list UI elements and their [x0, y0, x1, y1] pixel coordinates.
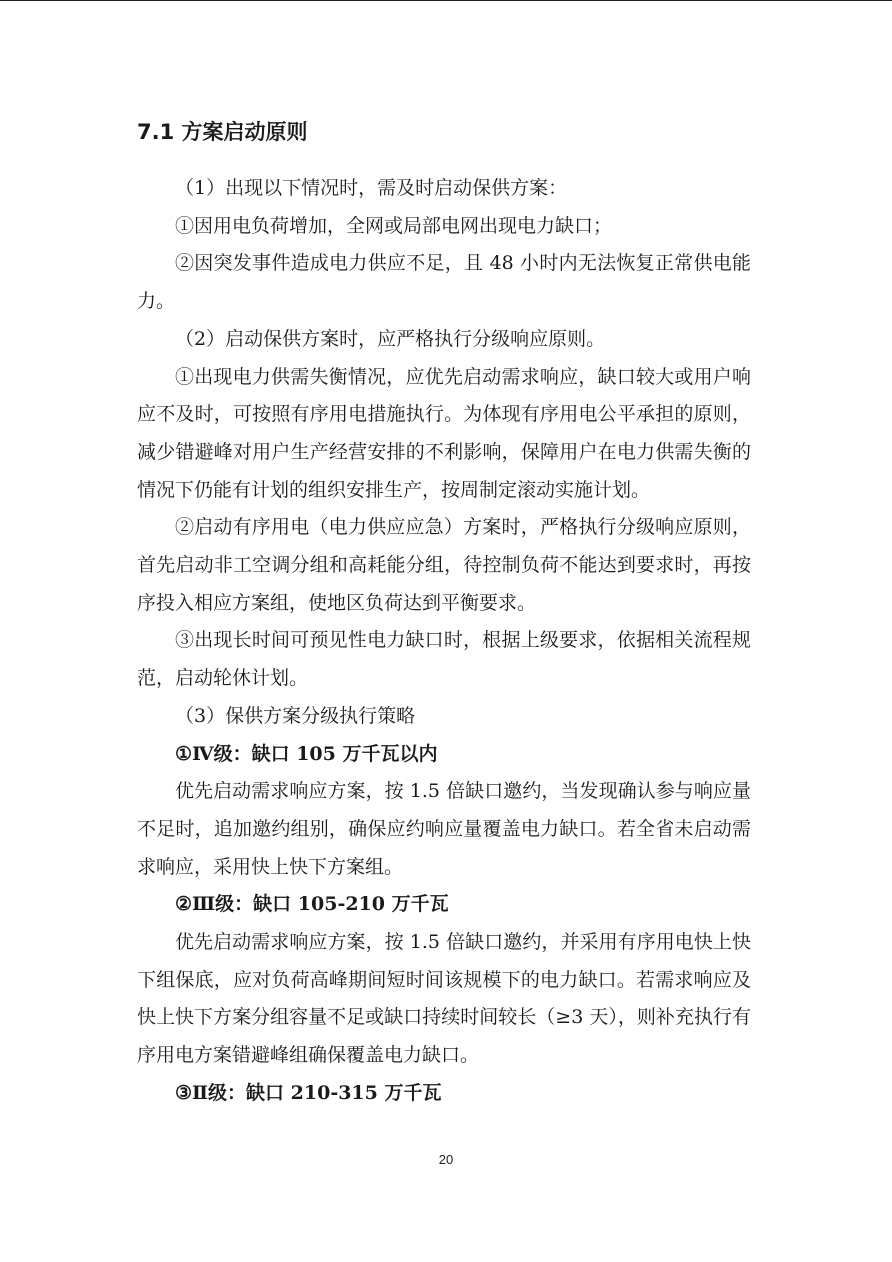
paragraph-level-iii: 优先启动需求响应方案，按 1.5 倍缺口邀约，并采用有序用电快上快下组保底，应对负荷高峰期间短时间该规模下的电力缺口。若需求响应及快上快下方案分组容量不足或缺口持续时间较长（≥3 天），则补充执行有序用电方案错避峰组确保覆盖电力缺口。 — [137, 931, 751, 1067]
paragraph-condition-2: ②因突发事件造成电力供应不足，且 48 小时内无法恢复正常供电能力。 — [137, 252, 751, 313]
page-number: 20 — [438, 1152, 454, 1167]
level-ii-heading: ③Ⅱ级：缺口 210-315 万千瓦 — [175, 1081, 442, 1104]
level-iv-heading: ①Ⅳ级：缺口 105 万千瓦以内 — [175, 742, 438, 765]
top-border-line — [0, 0, 892, 1]
paragraph-strategy-intro: （3）保供方案分级执行策略 — [175, 704, 416, 727]
section-heading: 7.1 方案启动原则 — [137, 120, 308, 144]
paragraph-condition-intro: （1）出现以下情况时，需及时启动保供方案： — [175, 177, 568, 199]
document-page — [137, 112, 751, 1113]
paragraph-response-1: ①出现电力供需失衡情况，应优先启动需求响应，缺口较大或用户响应不及时，可按照有序用电措施执行。为体现有序用电公平承担的原则，减少错避峰对用户生产经营安排的不利影响，保障用户在电力供需失衡的情况下仍能有计划的组织安排生产，按周制定滚动实施计划。 — [137, 365, 751, 501]
level-iii-heading: ②Ⅲ级：缺口 105-210 万千瓦 — [175, 893, 449, 916]
paragraph-level-iv: 优先启动需求响应方案，按 1.5 倍缺口邀约，当发现确认参与响应量不足时，追加邀约组别，确保应约响应量覆盖电力缺口。若全省未启动需求响应，采用快上快下方案组。 — [137, 780, 751, 878]
paragraph-condition-1: ①因用电负荷增加，全网或局部电网出现电力缺口； — [175, 214, 613, 237]
paragraph-response-3: ③出现长时间可预见性电力缺口时，根据上级要求，依据相关流程规范，启动轮休计划。 — [137, 629, 751, 690]
paragraph-response-intro: （2）启动保供方案时，应严格执行分级响应原则。 — [175, 327, 606, 350]
paragraph-response-2: ②启动有序用电（电力供应应急）方案时，严格执行分级响应原则，首先启动非工空调分组和高耗能分组，待控制负荷不能达到要求时，再按序投入相应方案组，使地区负荷达到平衡要求。 — [137, 516, 751, 614]
